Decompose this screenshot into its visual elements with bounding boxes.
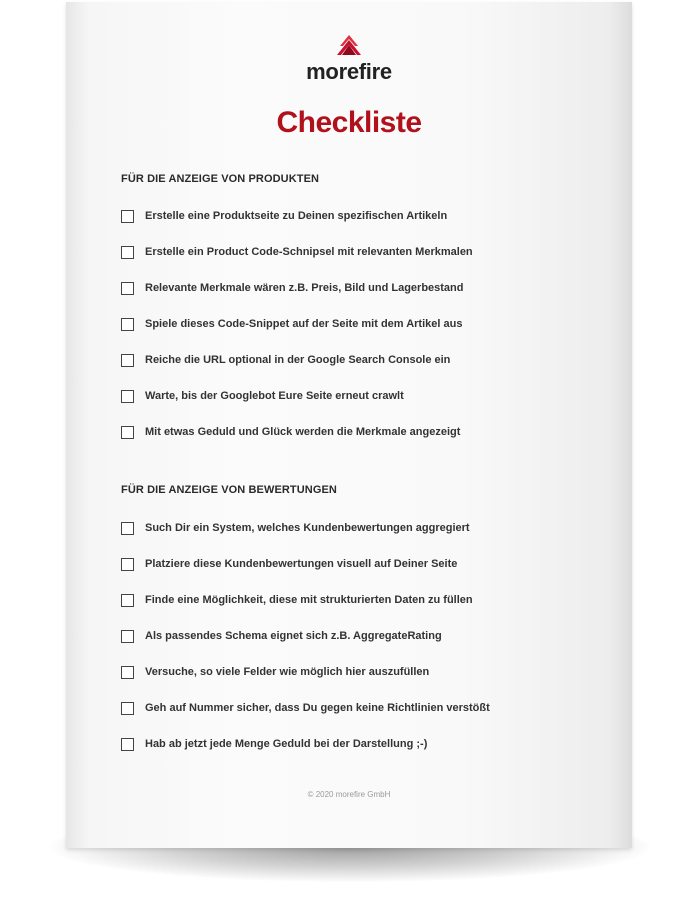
checklist-item-label: Versuche, so viele Felder wie möglich hier auszufüllen bbox=[145, 666, 430, 678]
checklist-item[interactable] bbox=[121, 556, 457, 572]
page-title: Checkliste bbox=[276, 106, 422, 139]
checklist-item[interactable] bbox=[121, 700, 490, 716]
logo-wordmark: morefire bbox=[306, 59, 392, 84]
morefire-logo bbox=[66, 34, 632, 85]
checkbox[interactable] bbox=[121, 354, 134, 367]
copyright-footer: © 2020 morefire GmbH bbox=[307, 790, 391, 799]
checklist-item[interactable] bbox=[121, 520, 470, 536]
checklist-item[interactable] bbox=[121, 280, 464, 296]
checklist-item-label: Hab ab jetzt jede Menge Geduld bei der Darstellung ;-) bbox=[145, 738, 428, 750]
checkbox[interactable] bbox=[121, 738, 134, 751]
checklist-item[interactable] bbox=[121, 316, 462, 332]
checklist-item[interactable] bbox=[121, 352, 450, 368]
checklist-item-label: Relevante Merkmale wären z.B. Preis, Bild und Lagerbestand bbox=[145, 282, 464, 294]
checklist-item-label: Such Dir ein System, welches Kundenbewertungen aggregiert bbox=[145, 522, 470, 534]
checkbox[interactable] bbox=[121, 558, 134, 571]
section-heading-reviews: FÜR DIE ANZEIGE VON BEWERTUNGEN bbox=[121, 484, 337, 496]
checkbox[interactable] bbox=[121, 666, 134, 679]
checklist-item-label: Erstelle eine Produktseite zu Deinen spezifischen Artikeln bbox=[145, 210, 448, 222]
checklist-item-label: Warte, bis der Googlebot Eure Seite erneut crawlt bbox=[145, 390, 404, 402]
checklist-item-label: Als passendes Schema eignet sich z.B. AggregateRating bbox=[145, 630, 442, 642]
checkbox[interactable] bbox=[121, 426, 134, 439]
checkbox[interactable] bbox=[121, 522, 134, 535]
checklist-item[interactable] bbox=[121, 208, 447, 224]
checklist-item-label: Platziere diese Kundenbewertungen visuell auf Deiner Seite bbox=[145, 558, 458, 570]
checkbox[interactable] bbox=[121, 630, 134, 643]
checklist-item[interactable] bbox=[121, 424, 460, 440]
section-heading-products: FÜR DIE ANZEIGE VON PRODUKTEN bbox=[121, 173, 320, 185]
checkbox[interactable] bbox=[121, 282, 134, 295]
checkbox[interactable] bbox=[121, 390, 134, 403]
morefire-logo-icon bbox=[336, 34, 362, 60]
checklist-item[interactable] bbox=[121, 664, 429, 680]
checkbox[interactable] bbox=[121, 702, 134, 715]
checklist-item[interactable] bbox=[121, 244, 473, 260]
checklist-item-label: Spiele dieses Code-Snippet auf der Seite mit dem Artikel aus bbox=[145, 318, 463, 330]
checklist-item-label: Mit etwas Geduld und Glück werden die Merkmale angezeigt bbox=[145, 426, 461, 438]
checklist-item[interactable] bbox=[121, 592, 473, 608]
checklist-item[interactable] bbox=[121, 736, 427, 752]
checklist-item-label: Erstelle ein Product Code-Schnipsel mit relevanten Merkmalen bbox=[145, 246, 473, 258]
checklist-item-label: Finde eine Möglichkeit, diese mit strukturierten Daten zu füllen bbox=[145, 594, 473, 606]
checklist-item[interactable] bbox=[121, 388, 404, 404]
checkbox[interactable] bbox=[121, 246, 134, 259]
checklist-item-label: Geh auf Nummer sicher, dass Du gegen keine Richtlinien verstößt bbox=[145, 702, 490, 714]
checkbox[interactable] bbox=[121, 318, 134, 331]
checklist-item[interactable] bbox=[121, 628, 442, 644]
checkbox[interactable] bbox=[121, 210, 134, 223]
checklist-page bbox=[66, 2, 632, 848]
checklist-item-label: Reiche die URL optional in der Google Search Console ein bbox=[145, 354, 451, 366]
checkbox[interactable] bbox=[121, 594, 134, 607]
